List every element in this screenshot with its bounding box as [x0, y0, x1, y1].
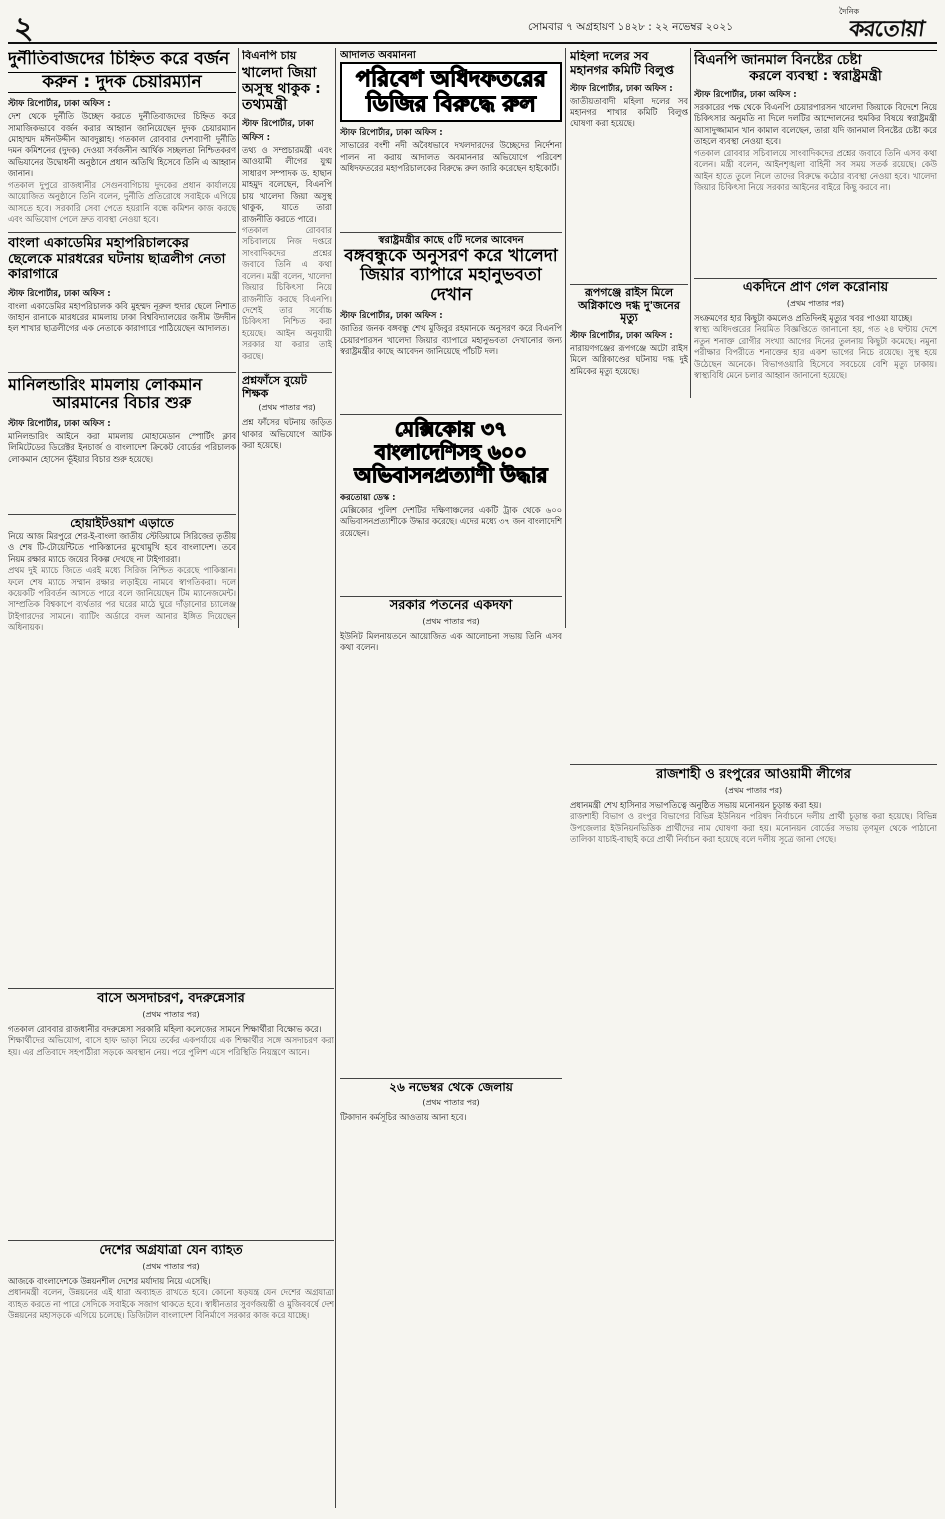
page-number: ২: [14, 11, 34, 46]
continuation-label: (প্রথম পাতার পর): [142, 1261, 200, 1271]
byline: স্টাফ রিপোর্টার, ঢাকা অফিস :: [8, 99, 111, 110]
article-body: গতকাল রোববার রাজধানীর বদরুন্নেসা সরকারি মহিলা কলেজের সামনে শিক্ষার্থীরা বিক্ষোভ করে।: [8, 1023, 322, 1034]
article-body: আজকে বাংলাদেশকে উন্নয়নশীল দেশের মর্যাদায় নিয়ে এসেছি।: [8, 1275, 211, 1286]
headline: দুর্নীতিবাজদের চিহ্নিত করে বর্জন: [8, 50, 230, 69]
byline: স্টাফ রিপোর্টার, ঢাকা অফিস :: [570, 330, 673, 341]
headline: ২৬ নভেম্বর থেকে জেলায়: [389, 1080, 513, 1094]
article-govt-fall: [340, 596, 562, 786]
article-body: তথ্য ও সম্প্রচারমন্ত্রী এবং আওয়ামী লীগের যুগ্ম সাধারণ সম্পাদক ড. হাছান মাহমুদ বলেছেন, বিএনপি চায় খালেদা জিয়া অসুস্থ থাকুক, যাতে তারা রাজনীতি করতে পারে।: [242, 144, 332, 224]
headline: হোয়াইটওয়াশ এড়াতে: [70, 516, 174, 530]
article-progress: দেশের অগ্রযাত্রা যেন ব্যাহত (প্রথম পাতার পর) আজকে বাংলাদেশকে উন্নয়নশীল দেশের মর্যাদায় নিয়ে এসেছি। প্রধানমন্ত্রী বলেন, উন্নয়নের এই ধারা অব্যাহত রাখতে হবে। কোনো ষড়যন্ত্র যেন দেশের অগ্রযাত্রা ব্যাহত করতে না পারে সেদিকে সবাইকে সজাগ থাকতে হবে। স্বাধীনতার সুবর্ণজয়ন্তী ও মুজিববর্ষে দেশ উন্নয়নের মহাসড়কে এগিয়ে চলেছে। ডিজিটাল বাংলাদেশ বিনির্মাণে সরকার কাজ করে যাচ্ছে।: [8, 1240, 334, 1510]
byline: স্টাফ রিপোর্টার, ঢাকা অফিস :: [694, 90, 797, 101]
article-body: সরকারের পক্ষ থেকে বিএনপি চেয়ারপারসন খালেদা জিয়াকে বিদেশে নিয়ে চিকিৎসার অনুমতি না দিলে দলটির আন্দোলনের হুমকির বিষয়ে স্বরাষ্ট্রমন্ত্রী আসাদুজ্জামান খান কামাল বলেছেন, তারা যদি জানমাল বিনষ্টের চেষ্টা করে তাহলে ব্যবস্থা নেওয়া হবে।: [694, 102, 937, 147]
headline: রূপগঞ্জে রাইস মিলে অগ্নিকাণ্ডে দগ্ধ দু'জনের মৃত্যু: [578, 286, 680, 325]
byline: স্টাফ রিপোর্টার, ঢাকা অফিস :: [242, 118, 314, 143]
article-body: মেক্সিকোর পুলিশ দেশটির দক্ষিণাঞ্চলের একটি ট্রাক থেকে ৬০০ অভিবাসনপ্রত্যাশীকে উদ্ধার করেছে। এদের মধ্যে ৩৭ জন বাংলাদেশি রয়েছেন।: [340, 505, 562, 538]
headline: সরকার পতনের একদফা: [389, 598, 513, 613]
article-body: জাতির জনক বঙ্গবন্ধু শেখ মুজিবুর রহমানকে অনুসরণ করে বিএনপি চেয়ারপারসন খালেদা জিয়ার ব্যাপারে মহানুভবতা দেখানোর জন্য স্বরাষ্ট্রমন্ত্রীর কাছে আবেদন জানিয়েছে পাঁচটি দল।: [340, 323, 562, 357]
article-body: নিয়ে আজ মিরপুরে শের-ই-বাংলা জাতীয় স্টেডিয়ামে সিরিজের তৃতীয় ও শেষ টি-টোয়েন্টিতে পাকিস্তানের মুখোমুখি হবে বাংলাদেশ। তবে নিয়ম রক্ষার ম্যাচে জয়ের বিকল্প দেখছে না টাইগাররা।: [8, 530, 236, 564]
headline: মানিলন্ডারিং মামলায় লোকমান: [8, 375, 203, 394]
headline-line-2: করলে ব্যবস্থা : স্বরাষ্ট্রমন্ত্রী: [749, 67, 882, 84]
byline: করতোয়া ডেস্ক :: [340, 493, 396, 503]
kicker: বিএনপি চায়: [242, 50, 297, 62]
article-awami: রাজশাহী ও রংপুরের আওয়ামী লীগের (প্রথম পাতার পর) প্রধানমন্ত্রী শেখ হাসিনার সভাপতিত্বে অনুষ্ঠিত সভায় মনোনয়ন চূড়ান্ত করা হয়। রাজশাহী বিভাগ ও রংপুর বিভাগের বিভিন্ন ইউনিয়ন পরিষদ নির্বাচনে দলীয় প্রার্থী চূড়ান্ত করা হয়েছে। বিভিন্ন উপজেলার ইউনিয়নভিত্তিক প্রার্থীদের নাম ঘোষণা করা হয়। মনোনয়ন বোর্ডের সভায় তৃণমূল থেকে পাঠানো তালিকা যাচাই-বাছাই করে প্রার্থী নির্বাচন করা হয়েছে বলে দলীয় সূত্রে জানা গেছে।: [570, 764, 937, 1504]
headline: বাসে অসদাচরণ, বদরুন্নেসার: [97, 991, 245, 1006]
headline: রাজশাহী ও রংপুরের আওয়ামী লীগের: [656, 767, 851, 782]
headline: পরিবেশ অধিদফতরের ডিজির বিরুদ্ধে রুল: [340, 62, 562, 123]
masthead: [8, 4, 937, 44]
continuation-label: (প্রথম পাতার পর): [142, 1009, 200, 1019]
headline-line-2: আরমানের বিচার শুরু: [52, 393, 192, 413]
article-rupganj: [570, 284, 688, 404]
article-bus: বাসে অসদাচরণ, বদরুন্নেসার (প্রথম পাতার পর) গতকাল রোববার রাজধানীর বদরুন্নেসা সরকারি মহিলা কলেজের সামনে শিক্ষার্থীরা বিক্ষোভ করে। শিক্ষার্থীদের অভিযোগ, বাসে হাফ ভাড়া নিয়ে তর্কের একপর্যায়ে এক শিক্ষার্থীর সঙ্গে অসদাচরণ করা হয়। এর প্রতিবাদে সহপাঠীরা সড়কে অবস্থান নেয়। পরে পুলিশ এসে পরিস্থিতি নিয়ন্ত্রণে আনে।: [8, 988, 334, 1148]
article-khaleda: বিএনপি চায় খালেদা জিয়া অসুস্থ থাকুক : তথ্যমন্ত্রী স্টাফ রিপোর্টার, ঢাকা অফিস : তথ্য ও সম্প্রচারমন্ত্রী এবং আওয়ামী লীগের যুগ্ম সাধারণ সম্পাদক ড. হাছান মাহমুদ বলেছেন, বিএনপি চায় খালেদা জিয়া অসুস্থ থাকুক, যাতে তারা রাজনীতি করতে পারে। গতকাল রোববার সচিবালয়ে নিজ দপ্তরে সাংবাদিকদের প্রশ্নের জবাবে তিনি এ কথা বলেন। মন্ত্রী বলেন, খালেদা জিয়ার চিকিৎসা নিয়ে রাজনীতি করছে বিএনপি। দেশেই তার সর্বোচ্চ চিকিৎসা নিশ্চিত করা হয়েছে। আইন অনুযায়ী সরকার যা করার তাই করছে।: [242, 50, 332, 361]
article-body: টিকাদান কর্মসূচির আওতায় আনা হবে।: [340, 1111, 467, 1122]
byline: স্টাফ রিপোর্টার, ঢাকা অফিস :: [570, 83, 673, 94]
continuation-label: (প্রথম পাতার পর): [422, 616, 480, 626]
article-court: [340, 50, 562, 230]
headline: বিএনপি জানমাল বিনষ্টের চেষ্টা: [694, 50, 937, 69]
byline: স্টাফ রিপোর্টার, ঢাকা অফিস :: [8, 418, 111, 429]
logo-big-text: করতোয়া: [847, 17, 926, 42]
headline: মহিলা দলের সব: [570, 50, 649, 63]
article-body: দেশ থেকে দুর্নীতি উচ্ছেদ করতে দুর্নীতিবাজদের চিহ্নিত করে সামাজিকভাবে বর্জন করার আহ্বান জানিয়েছেন দুদক চেয়ারম্যান মোহাম্মদ মঈনউদ্দীন আবদুল্লাহ। গতকাল রোববার দেশব্যাপী দুর্নীতি দমন কমিশনের (দুদক) দেওয়া সর্বজনীন আর্থিক সচ্ছলতা নিশ্চিতকরণ অভিযানের উদ্বোধনী অনুষ্ঠানে প্রধান অতিথি হিসেবে তিনি এ আহ্বান জানান।: [8, 111, 236, 179]
article-body: সংক্রমণের হার কিছুটা কমলেও প্রতিদিনই মৃত্যুর খবর পাওয়া যাচ্ছে।: [694, 312, 913, 323]
article-mohila: [570, 50, 688, 230]
article-bangla-academy: [8, 232, 236, 370]
continuation-label: (প্রথম পাতার পর): [422, 1097, 480, 1107]
dateline: সোমবার ৭ অগ্রহায়ণ ১৪২৮ : ২২ নভেম্বর ২০২১: [528, 21, 734, 33]
article-body: মানিলন্ডারিং আইনে করা মামলায় মোহামেডান স্পোর্টিং ক্লাব লিমিটেডের ডিরেক্টর ইনচার্জ ও বাংলাদেশ ক্রিকেট বোর্ডের পরিচালক লোকমান হোসেন ভূঁইয়ার বিচার শুরু হয়েছে।: [8, 430, 236, 464]
headline: দেশের অগ্রযাত্রা যেন ব্যাহত: [99, 1243, 243, 1258]
article-body: প্রধানমন্ত্রী শেখ হাসিনার সভাপতিত্বে অনুষ্ঠিত সভায় মনোনয়ন চূড়ান্ত করা হয়।: [570, 799, 822, 810]
article-nov26: [340, 1078, 562, 1278]
article-teacher: [242, 372, 332, 512]
continuation-label: (প্রথম পাতার পর): [724, 785, 783, 795]
byline: স্টাফ রিপোর্টার, ঢাকা অফিস :: [340, 128, 443, 139]
article-dudok: দুর্নীতিবাজদের চিহ্নিত করে বর্জন করুন : দুদক চেয়ারম্যান স্টাফ রিপোর্টার, ঢাকা অফিস : দেশ থেকে দুর্নীতি উচ্ছেদ করতে দুর্নীতিবাজদের চিহ্নিত করে সামাজিকভাবে বর্জন করার আহ্বান জানিয়েছেন দুদক চেয়ারম্যান মোহাম্মদ মঈনউদ্দীন আবদুল্লাহ। গতকাল রোববার দেশব্যাপী দুর্নীতি দমন কমিশনের (দুদক) দেওয়া সর্বজনীন আর্থিক সচ্ছলতা নিশ্চিতকরণ অভিযানের উদ্বোধনী অনুষ্ঠানে প্রধান অতিথি হিসেবে তিনি এ আহ্বান জানান। গতকাল দুপুরে রাজধানীর সেগুনবাগিচায় দুদকের প্রধান কার্যালয়ে আয়োজিত অনুষ্ঠানে তিনি বলেন, দুর্নীতি প্রতিরোধে সবাইকে এগিয়ে আসতে হবে। সরকারি সেবা পেতে হয়রানি বন্ধে কমিশন কাজ করছে এবং অভিযোগ পেলে দ্রুত ব্যবস্থা নেওয়া হবে।: [8, 50, 236, 225]
kicker: আদালত অবমাননা: [340, 50, 416, 61]
article-corona: একদিনে প্রাণ গেল করোনায় (প্রথম পাতার পর) সংক্রমণের হার কিছুটা কমলেও প্রতিদিনই মৃত্যুর খবর পাওয়া যাচ্ছে। স্বাস্থ্য অধিদপ্তরের নিয়মিত বিজ্ঞপ্তিতে জানানো হয়, গত ২৪ ঘণ্টায় দেশে নতুন শনাক্ত রোগীর সংখ্যা আগের দিনের তুলনায় কিছুটা কমেছে। নমুনা পরীক্ষার বিপরীতে শনাক্তের হার একশ ভাগের নিচে রয়েছে। সুস্থ হয়ে উঠেছেন অনেকে। বিভাগওয়ারি হিসেবে সবচেয়ে বেশি মৃত্যু ঢাকায়। স্বাস্থ্যবিধি মেনে চলার আহ্বান জানানো হয়েছে।: [694, 280, 937, 381]
headline: মেক্সিকোয় ৩৭ বাংলাদেশিসহ ৬০০ অভিবাসনপ্রত্যাশী উদ্ধার: [354, 417, 548, 487]
article-bangabandhu: [340, 232, 562, 412]
article-mexico: [340, 414, 562, 594]
newspaper-logo: [835, 6, 931, 40]
article-body: প্রশ্ন ফাঁসের ঘটনায় জড়িত থাকার অভিযোগে আটক করা হয়েছে।: [242, 417, 332, 451]
headline: প্রশ্নফাঁসে বুয়েট শিক্ষক: [242, 374, 307, 400]
kicker: স্বরাষ্ট্রমন্ত্রীর কাছে ৫টি দলের আবেদন: [378, 235, 524, 246]
logo-small-text: দৈনিক: [839, 7, 860, 16]
article-body: সাভারের বংশী নদী অবৈধভাবে দখলদারদের উচ্ছেদের নির্দেশনা পালন না করায় আদালত অবমাননার অভিযোগে পরিবেশ অধিদফতরের মহাপরিচালকের বিরুদ্ধে রুল জারি করেছেন হাইকোর্ট।: [340, 140, 562, 173]
article-body: বাংলা একাডেমির মহাপরিচালক কবি মুহম্মদ নূরুল হুদার ছেলে নিশাত জাহান রানাকে মারধরের মামলায় ঢাকা বিশ্ববিদ্যালয়ের জসীম উদদীন হল শাখার ছাত্রলীগের এক নেতাকে কারাগারে পাঠিয়েছেন আদালত।: [8, 300, 236, 334]
headline-line-2: মহানগর কমিটি বিলুপ্ত: [570, 62, 674, 77]
headline-line-2: করুন : দুদক চেয়ারম্যান: [8, 72, 236, 94]
article-manik: [8, 372, 236, 512]
byline: স্টাফ রিপোর্টার, ঢাকা অফিস :: [340, 311, 443, 322]
byline: স্টাফ রিপোর্টার, ঢাকা অফিস :: [8, 288, 111, 299]
article-body: জাতীয়তাবাদী মহিলা দলের সব মহানগর শাখার কমিটি বিলুপ্ত ঘোষণা করা হয়েছে।: [570, 95, 688, 129]
headline: বাংলা একাডেমির মহাপরিচালকের ছেলেকে মারধরের ঘটনায় ছাত্রলীগ নেতা কারাগারে: [8, 235, 226, 283]
article-body: ইউনিট মিলনায়তনে আয়োজিত এক আলোচনা সভায় তিনি এসব কথা বলেন।: [340, 630, 562, 653]
headline: একদিনে প্রাণ গেল করোনায়: [742, 280, 889, 295]
article-whitewash: হোয়াইটওয়াশ এড়াতে নিয়ে আজ মিরপুরে শের-ই-বাংলা জাতীয় স্টেডিয়ামে সিরিজের তৃতীয় ও শেষ টি-টোয়েন্টিতে পাকিস্তানের মুখোমুখি হবে বাংলাদেশ। তবে নিয়ম রক্ষার ম্যাচে জয়ের বিকল্প দেখছে না টাইগাররা। প্রথম দুই ম্যাচে জিতে এরই মধ্যে সিরিজ নিশ্চিত করেছে পাকিস্তান। ফলে শেষ ম্যাচে সম্মান রক্ষার লড়াইয়ে নামবে স্বাগতিকরা। দলে কয়েকটি পরিবর্তন আসতে পারে বলে জানিয়েছেন টিম ম্যানেজমেন্ট। সাম্প্রতিক বিশ্বকাপে ব্যর্থতার পর ঘরের মাঠে ঘুরে দাঁড়ানোর চ্যালেঞ্জ টাইগারদের সামনে। ব্যাটিং অর্ডারে বদল আনার ইঙ্গিত দিয়েছেন অধিনায়ক।: [8, 516, 236, 633]
continuation-label: (প্রথম পাতার পর): [786, 298, 845, 308]
article-home-minister: বিএনপি জানমাল বিনষ্টের চেষ্টা করলে ব্যবস্থা : স্বরাষ্ট্রমন্ত্রী স্টাফ রিপোর্টার, ঢাকা অফিস : সরকারের পক্ষ থেকে বিএনপি চেয়ারপারসন খালেদা জিয়াকে বিদেশে নিয়ে চিকিৎসার অনুমতি না দিলে দলটির আন্দোলনের হুমকির বিষয়ে স্বরাষ্ট্রমন্ত্রী আসাদুজ্জামান খান কামাল বলেছেন, তারা যদি জানমাল বিনষ্টের চেষ্টা করে তাহলে ব্যবস্থা নেওয়া হবে। গতকাল রোববার সচিবালয়ে সাংবাদিকদের প্রশ্নের জবাবে তিনি এসব কথা বলেন। মন্ত্রী বলেন, আইনশৃঙ্খলা বাহিনী সব সময় সতর্ক রয়েছে। কেউ আইন হাতে তুলে নিলে তাদের বিরুদ্ধে কঠোর ব্যবস্থা নেওয়া হবে। খালেদা জিয়ার চিকিৎসা নিয়ে সরকার আইনের বাইরে কিছু করবে না।: [694, 52, 937, 193]
continuation-label: (প্রথম পাতার পর): [258, 403, 316, 413]
headline: খালেদা জিয়া অসুস্থ থাকুক : তথ্যমন্ত্রী: [242, 64, 321, 113]
article-body: নারায়ণগঞ্জের রূপগঞ্জে অটো রাইস মিলে অগ্নিকাণ্ডের ঘটনায় দগ্ধ দুই শ্রমিকের মৃত্যু হয়েছে।: [570, 342, 688, 376]
headline: বঙ্গবন্ধুকে অনুসরণ করে খালেদা জিয়ার ব্যাপারে মহানুভবতা দেখান: [344, 245, 558, 305]
